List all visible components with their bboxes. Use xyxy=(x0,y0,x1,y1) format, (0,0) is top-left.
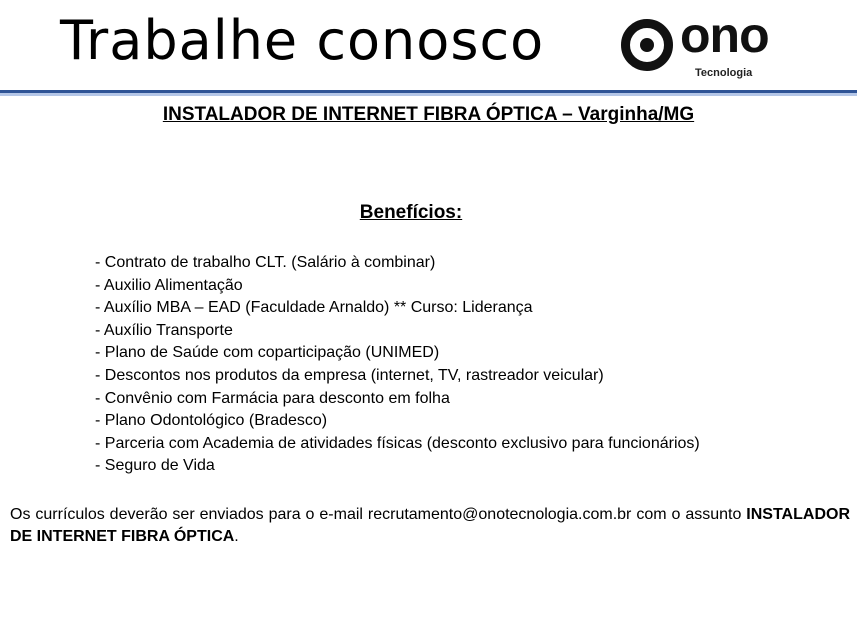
header-divider xyxy=(0,90,857,96)
logo-subtext: Tecnologia xyxy=(695,67,753,79)
footer-period: . xyxy=(234,528,239,545)
list-item: - Plano Odontológico (Bradesco) xyxy=(95,412,328,430)
logo-text: ono xyxy=(680,7,769,63)
benefits-heading: Benefícios: xyxy=(359,202,463,223)
list-item: - Descontos nos produtos da empresa (internet, TV, rastreador veicular) xyxy=(95,366,604,384)
job-title: INSTALADOR DE INTERNET FIBRA ÓPTICA – Varginha/MG xyxy=(162,104,695,125)
company-logo xyxy=(618,7,788,86)
list-item: - Parceria com Academia de atividades físicas (desconto exclusivo para funcionários) xyxy=(95,434,700,452)
application-instructions xyxy=(10,504,850,548)
footer-text: Os currículos deverão ser enviados para o e-mail recrutamento@onotecnologia.com.br com o assunto xyxy=(10,506,747,523)
list-item: - Convênio com Farmácia para desconto em folha xyxy=(95,389,450,407)
benefits-list xyxy=(95,252,700,478)
email-subject: INSTALADOR DE INTERNET FIBRA ÓPTICA xyxy=(10,506,850,545)
list-item: - Contrato de trabalho CLT. (Salário à combinar) xyxy=(95,254,436,271)
list-item: - Auxílio Transporte xyxy=(95,321,233,339)
list-item: - Seguro de Vida xyxy=(95,457,215,475)
list-item: - Auxilio Alimentação xyxy=(95,276,243,294)
page-title: Trabalhe conosco xyxy=(60,9,545,72)
ono-logo-icon xyxy=(621,19,673,71)
list-item: - Plano de Saúde com coparticipação (UNIMED) xyxy=(95,344,440,362)
list-item: - Auxílio MBA – EAD (Faculdade Arnaldo) ** Curso: Liderança xyxy=(95,299,533,317)
